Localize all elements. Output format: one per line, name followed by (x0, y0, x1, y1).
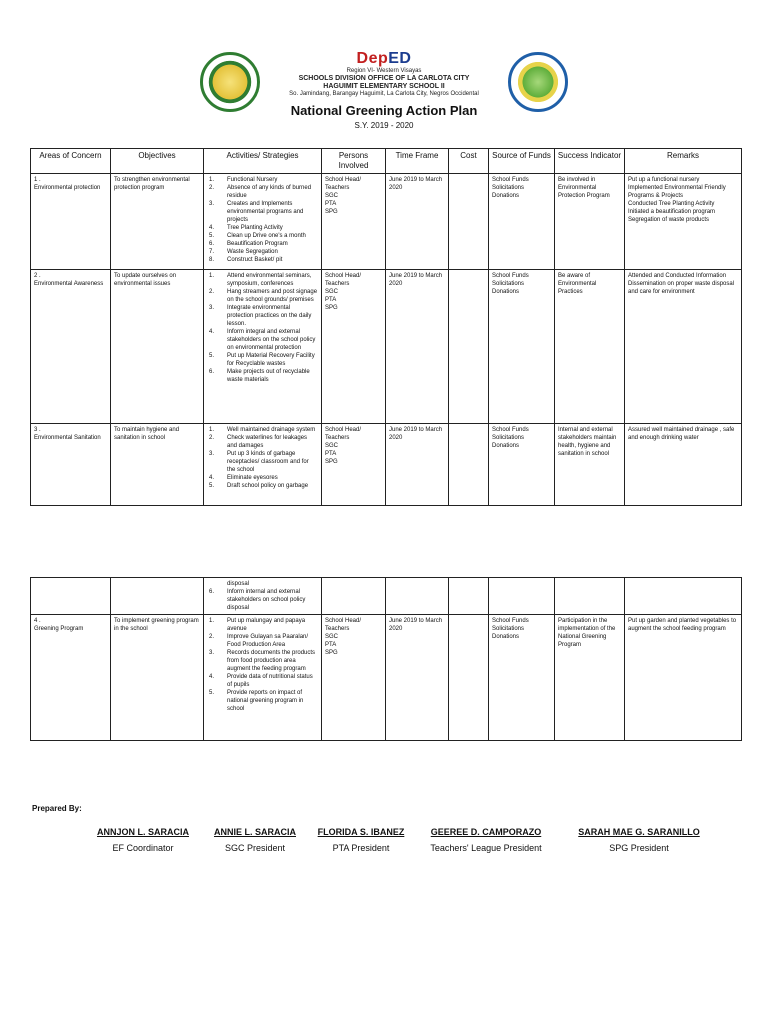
prepared-by-label: Prepared By: (32, 804, 82, 813)
person-line: SPG (325, 209, 338, 215)
activity-text: Inform internal and external stakeholders on school policy disposal (227, 589, 306, 611)
cost-cell (449, 615, 489, 741)
activity-item (207, 184, 318, 200)
fund-source (492, 426, 551, 450)
activity-item (207, 200, 318, 224)
signatory-role: EF Coordinator (112, 843, 174, 853)
activity-item (207, 288, 318, 304)
activity-text: Provide data of nutritional status of pupils (227, 674, 313, 688)
activity-text: Hang streamers and post signage on the school grounds/ premises (227, 289, 318, 303)
indicator-cell: Be aware of Environmental Practices (555, 270, 625, 424)
activity-text: Tree Planting Activity (227, 225, 283, 231)
person-line: School Head/ Teachers (325, 618, 362, 632)
persons-cell (322, 174, 386, 270)
remark-line: Conducted Tree Planting Activity (628, 201, 715, 207)
activity-item (207, 617, 318, 633)
table-header-row (31, 149, 742, 174)
activity-text: Attend environmental seminars, symposium, conferences (227, 273, 312, 287)
signatory-name: ANNIE L. SARACIA (213, 827, 296, 837)
area-of-concern-cell (31, 174, 111, 270)
fund-source-line: School Funds (492, 427, 529, 433)
area-name: Environmental protection (34, 185, 101, 191)
activity-item (207, 434, 318, 450)
empty-cell (449, 578, 489, 615)
activity-text: Absence of any kinds of burned residue (227, 185, 312, 199)
activity-item (207, 240, 318, 248)
activity-text: Clean up Drive one's a month (227, 233, 306, 239)
activity-item (207, 450, 318, 474)
funds-cell (489, 270, 555, 424)
activity-item (207, 649, 318, 673)
cost-cell (449, 270, 489, 424)
activity-item (207, 304, 318, 328)
table-row (31, 424, 742, 506)
indicator-cell: Be involved in Environmental Protection Program (555, 174, 625, 270)
activity-number: 1. (209, 427, 215, 433)
activity-text: Construct Basket/ pit (227, 257, 283, 263)
activity-item (207, 256, 318, 264)
activity-text: Draft school policy on garbage (227, 483, 309, 489)
person-line: PTA (325, 297, 337, 303)
indicator-cell: Participation in the implementation of the National Greening Program (555, 615, 625, 741)
activity-number: 6. (209, 241, 215, 247)
fund-source-line: Donations (492, 289, 520, 295)
remark-line: Segregation of waste products (628, 217, 710, 223)
remarks-cell (625, 270, 742, 424)
person (325, 176, 382, 216)
activity-item (207, 328, 318, 352)
area-number: 2 . (34, 273, 41, 279)
activity-number: 6. (209, 589, 215, 595)
time-frame-cell: June 2019 to March 2020 (386, 270, 449, 424)
column-header: Time Frame (386, 149, 449, 174)
column-header: Success Indicator (555, 149, 625, 174)
fund-source-line: Solicitations (492, 185, 525, 191)
activities-list (207, 617, 318, 713)
fund-source (492, 176, 551, 200)
empty-cell (489, 578, 555, 615)
activity-text: Creates and Implements environmental programs and projects (227, 201, 304, 223)
time-frame-cell: June 2019 to March 2020 (386, 424, 449, 506)
fund-source-line: Donations (492, 634, 520, 640)
person-line: SGC (325, 193, 339, 199)
persons-cell (322, 424, 386, 506)
column-header: Objectives (111, 149, 204, 174)
area-number: 4 . (34, 618, 41, 624)
address-line: So. Jamindang, Barangay Haguimit, La Carlota City, Negros Occidental (289, 91, 479, 97)
person (325, 272, 382, 312)
letterhead (0, 40, 768, 100)
cost-cell (449, 174, 489, 270)
remark-line: Put up a functional nursery (628, 177, 700, 183)
person-line: School Head/ Teachers (325, 273, 362, 287)
objectives-cell: To strengthen environmental protection program (111, 174, 204, 270)
activity-number: 8. (209, 257, 215, 263)
area-name: Environmental Awareness (34, 281, 104, 287)
remark (628, 617, 738, 633)
area-name: Greening Program (34, 626, 84, 632)
column-header: Persons Involved (322, 149, 386, 174)
fund-source-line: School Funds (492, 618, 529, 624)
remark-line: Put up garden and planted vegetables to augment the school feeding program (628, 618, 737, 632)
fund-source-line: School Funds (492, 177, 529, 183)
activity-number: 4. (209, 329, 215, 335)
activities-list (207, 588, 318, 612)
activity-item (207, 426, 318, 434)
activity-item (207, 474, 318, 482)
signatory-name: SARAH MAE G. SARANILLO (578, 827, 700, 837)
activity-text: Eliminate eyesores (227, 475, 278, 481)
activity-text: Records documents the products from food production area augment the feeding program (227, 650, 316, 672)
table-row (31, 270, 742, 424)
person-line: School Head/ Teachers (325, 177, 362, 191)
fund-source-line: Solicitations (492, 626, 525, 632)
activities-cell (204, 578, 322, 615)
fund-source-line: Solicitations (492, 435, 525, 441)
person-line: School Head/ Teachers (325, 427, 362, 441)
fund-source-line: Donations (492, 443, 520, 449)
column-header: Activities/ Strategies (204, 149, 322, 174)
activity-item (207, 633, 318, 649)
activity-number: 4. (209, 225, 215, 231)
activity-text: Put up malungay and papaya avenue (227, 618, 306, 632)
division-line: SCHOOLS DIVISION OFFICE OF LA CARLOTA CITY (298, 75, 470, 82)
action-plan-table-continued (30, 577, 742, 741)
area-name: Environmental Sanitation (34, 435, 101, 441)
funds-cell (489, 174, 555, 270)
activity-number: 1. (209, 273, 215, 279)
activity-text: Put up Material Recovery Facility for Recyclable wastes (227, 353, 315, 367)
column-header: Areas of Concern (31, 149, 111, 174)
person-line: SGC (325, 634, 339, 640)
activity-text: Put up 3 kinds of garbage receptacles/ classroom and for the school (227, 451, 309, 473)
indicator-cell: Internal and external stakeholders maintain health, hygiene and sanitation in school (555, 424, 625, 506)
action-plan-table (30, 148, 742, 506)
objectives-cell: To implement greening program in the school (111, 615, 204, 741)
activities-cell (204, 174, 322, 270)
activity-item (207, 482, 318, 490)
activity-number: 6. (209, 369, 215, 375)
person-line: SGC (325, 289, 339, 295)
activities-cell (204, 424, 322, 506)
fund-source-line: Donations (492, 193, 520, 199)
cost-cell (449, 424, 489, 506)
column-header: Cost (449, 149, 489, 174)
remarks-cell (625, 424, 742, 506)
deped-logo: DepED (356, 50, 412, 67)
remark (628, 272, 738, 296)
remark (628, 176, 738, 224)
activity-number: 3. (209, 451, 215, 457)
activity-number: 3. (209, 305, 215, 311)
empty-cell (555, 578, 625, 615)
activity-number: 2. (209, 634, 215, 640)
activity-number: 5. (209, 690, 215, 696)
person-line: PTA (325, 642, 337, 648)
fund-source-line: School Funds (492, 273, 529, 279)
remarks-cell (625, 615, 742, 741)
person-line: PTA (325, 201, 337, 207)
activity-text: Beautification Program (227, 241, 288, 247)
remark-line: Initiated a beautification program (628, 209, 716, 215)
activities-cell (204, 615, 322, 741)
activities-list (207, 176, 318, 264)
persons-cell (322, 270, 386, 424)
activity-text: Functional Nursery (227, 177, 278, 183)
empty-cell (386, 578, 449, 615)
fund-source (492, 272, 551, 296)
activity-item (207, 588, 318, 612)
time-frame-cell: June 2019 to March 2020 (386, 615, 449, 741)
activity-number: 7. (209, 249, 215, 255)
activity-number: 2. (209, 185, 215, 191)
school-line: HAGUIMIT ELEMENTARY SCHOOL II (323, 83, 445, 90)
activity-number: 1. (209, 177, 215, 183)
activities-list (207, 426, 318, 490)
funds-cell (489, 424, 555, 506)
remark-line: Attended and Conducted Information Dissemination on proper waste disposal and care for environment (628, 273, 735, 295)
person-line: SGC (325, 443, 339, 449)
objectives-cell: To update ourselves on environmental issues (111, 270, 204, 424)
objectives-cell: To maintain hygiene and sanitation in school (111, 424, 204, 506)
activity-item (207, 352, 318, 368)
column-header: Source of Funds (489, 149, 555, 174)
activity-item (207, 673, 318, 689)
signatory (549, 827, 729, 853)
remarks-cell (625, 174, 742, 270)
activity-text: Well maintained drainage system (227, 427, 316, 433)
person (325, 617, 382, 657)
remark-line: Assured well maintained drainage , safe and enough drinking water (628, 427, 735, 441)
signatory-name: GEEREE D. CAMPORAZO (430, 827, 542, 837)
activity-continued-text: disposal (227, 581, 250, 587)
activity-number: 5. (209, 353, 215, 359)
activity-item (207, 689, 318, 713)
person (325, 426, 382, 466)
activity-number: 4. (209, 475, 215, 481)
activity-number: 5. (209, 483, 215, 489)
activity-item (207, 176, 318, 184)
signatory-role: SPG President (609, 843, 669, 853)
column-header: Remarks (625, 149, 742, 174)
area-number: 3 . (34, 427, 41, 433)
fund-source-line: Solicitations (492, 281, 525, 287)
table-row-continued (31, 578, 742, 615)
area-of-concern-cell (31, 615, 111, 741)
remark (628, 426, 738, 442)
persons-cell (322, 615, 386, 741)
activity-text: Integrate environmental protection practices on the daily lesson. (227, 305, 312, 327)
empty-cell (31, 578, 111, 615)
activity-text: Improve Gulayan sa Paaralan/ Food Production Area (227, 634, 309, 648)
activity-number: 5. (209, 233, 215, 239)
activity-item (207, 224, 318, 232)
activities-list (207, 272, 318, 384)
area-number: 1 . (34, 177, 41, 183)
funds-cell (489, 615, 555, 741)
activity-number: 2. (209, 289, 215, 295)
person-line: PTA (325, 451, 337, 457)
signatory-role: SGC President (224, 843, 286, 853)
table-row (31, 174, 742, 270)
empty-cell (322, 578, 386, 615)
activity-text: Check waterlines for leakages and damages (227, 435, 308, 449)
school-year: S.Y. 2019 - 2020 (354, 121, 414, 130)
remark-line: Implemented Environmental Friendly Programs & Projects (628, 185, 726, 199)
person-line: SPG (325, 459, 338, 465)
activity-number: 4. (209, 674, 215, 680)
activity-item (207, 368, 318, 384)
signatory-name: ANNJON L. SARACIA (96, 827, 189, 837)
region-line: Region VI- Western Visayas (346, 68, 422, 74)
person-line: SPG (325, 650, 338, 656)
activity-item (207, 232, 318, 240)
table-row (31, 615, 742, 741)
activity-number: 2. (209, 435, 215, 441)
document-title: National Greening Action Plan (290, 103, 478, 118)
signatory-name: FLORIDA S. IBANEZ (317, 827, 405, 837)
fund-source (492, 617, 551, 641)
activity-text: Provide reports on impact of national greening program in school (227, 690, 304, 712)
activity-number: 3. (209, 650, 215, 656)
activity-number: 1. (209, 618, 215, 624)
activity-item (207, 272, 318, 288)
activity-text: Inform integral and external stakeholders on the school policy on environmental protection (227, 329, 316, 351)
activity-text: Make projects out of recyclable waste materials (227, 369, 310, 383)
activity-text: Waste Segregation (227, 249, 278, 255)
signatory-role: Teachers' League President (430, 843, 542, 853)
empty-cell (625, 578, 742, 615)
activities-cell (204, 270, 322, 424)
signatory-role: PTA President (332, 843, 390, 853)
activity-item (207, 248, 318, 256)
time-frame-cell: June 2019 to March 2020 (386, 174, 449, 270)
empty-cell (111, 578, 204, 615)
person-line: SPG (325, 305, 338, 311)
activity-number: 3. (209, 201, 215, 207)
area-of-concern-cell (31, 270, 111, 424)
area-of-concern-cell (31, 424, 111, 506)
